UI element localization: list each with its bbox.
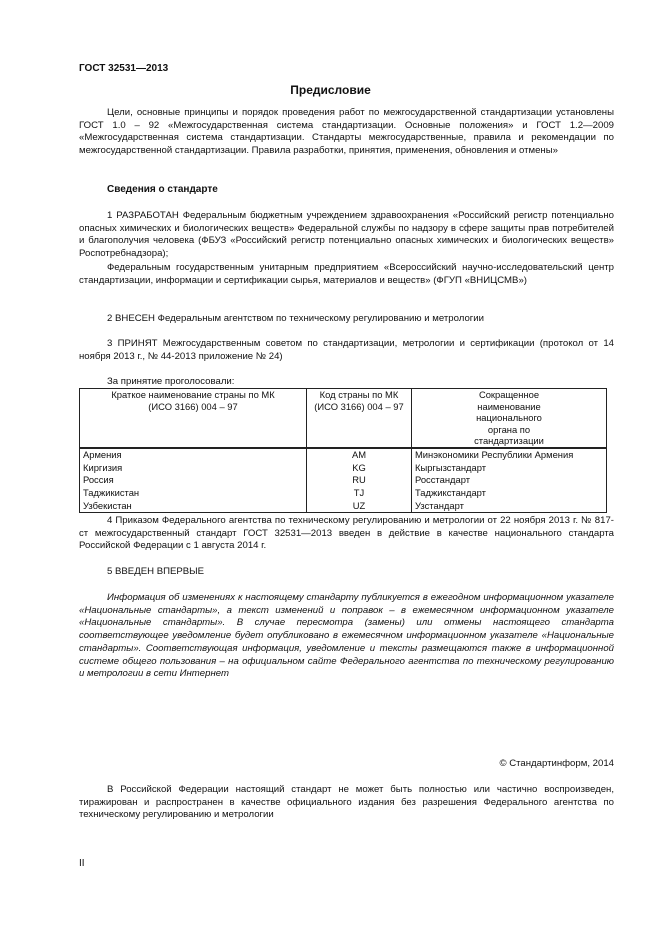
cell-code: RU: [307, 474, 412, 487]
rights-notice: В Российской Федерации настоящий стандарт не может быть полностью или частично воспроизведен, тиражирован и распространен в качестве официального издания без разрешения Федерального агентства по техническому регулированию и метрологии: [79, 784, 614, 821]
cell-code: KG: [307, 461, 412, 474]
vote-table-header-body: Сокращенное наименование национального органа по стандартизации: [412, 389, 607, 448]
page-title: Предисловие: [290, 83, 371, 97]
standard-code-header: ГОСТ 32531—2013: [79, 63, 169, 74]
vote-table: [79, 388, 607, 513]
cell-body: Кыргызстандарт: [412, 461, 607, 474]
cell-code: TJ: [307, 487, 412, 500]
info-notice: Информация об изменениях к настоящему стандарту публикуется в ежегодном информационном указателе «Национальные стандарты», а текст изменений и поправок – в ежемесячном информационном указателе «Национальные стандарты». В случае пересмотра (замены) или отмены настоящего стандарта соответствующее уведомление будет опубликовано в ежемесячном информационном указателе «Национальные стандарты». Соответствующая информация, уведомление и тексты размещаются также в информационной системе общего пользования – на официальном сайте Федерального агентства по техническому регулированию и метрологии в сети Интернет: [79, 592, 614, 680]
table-row: [80, 474, 607, 487]
copyright-line: © Стандартинформ, 2014: [499, 758, 614, 769]
item-introduced: 2 ВНЕСЕН Федеральным агентством по техническому регулированию и метрологии: [107, 313, 485, 324]
table-row: [80, 448, 607, 462]
cell-body: Таджикстандарт: [412, 487, 607, 500]
page-number: II: [79, 858, 85, 869]
item-order: 4 Приказом Федерального агентства по техническому регулированию и метрологии от 22 ноября 2013 г. № 817-ст межгосударственный стандарт ГОСТ 32531—2013 введен в действие в качестве национального стандарта Российской Федерации с 1 августа 2014 г.: [79, 515, 614, 552]
cell-country: Киргизия: [80, 461, 307, 474]
item-developed: 1 РАЗРАБОТАН Федеральным бюджетным учреждением здравоохранения «Российский регистр потенциально опасных химических и биологических веществ» Федеральной службы по надзору в сфере защиты прав потребителей и благополучия человека (ФБУЗ «Российский регистр потенциально опасных химических и биологических веществ» Роспотребнадзора);: [79, 210, 614, 260]
cell-body: Узстандарт: [412, 499, 607, 512]
vote-table-header-country: Краткое наименование страны по МК (ИСО 3166) 004 – 97: [80, 389, 307, 448]
cell-country: Россия: [80, 474, 307, 487]
cell-country: Армения: [80, 448, 307, 462]
section-subheading: Сведения о стандарте: [107, 184, 218, 195]
vote-table-header-code: Код страны по МК (ИСО 3166) 004 – 97: [307, 389, 412, 448]
item-adopted: 3 ПРИНЯТ Межгосударственным советом по стандартизации, метрологии и сертификации (протокол от 14 ноября 2013 г., № 44-2013 приложение № 24): [79, 338, 614, 362]
intro-paragraph: Цели, основные принципы и порядок проведения работ по межгосударственной стандартизации установлены ГОСТ 1.0 – 92 «Межгосударственная система стандартизации. Основные положения» и ГОСТ 1.2—2009 «Межгосударственная система стандартизации. Стандарты межгосударственные, правила и рекомендации по межгосударственной стандартизации. Правила разработки, принятия, применения, обновления и отмены»: [79, 107, 614, 157]
item-developed-2: Федеральным государственным унитарным предприятием «Всероссийский научно-исследовательский центр стандартизации, информации и сертификации сырья, материалов и веществ» (ФГУП «ВНИЦСМВ»): [79, 262, 614, 286]
vote-table-header-row: [80, 389, 607, 448]
cell-country: Узбекистан: [80, 499, 307, 512]
table-row: [80, 499, 607, 512]
cell-body: Минэкономики Республики Армения: [412, 448, 607, 462]
table-row: [80, 461, 607, 474]
cell-country: Таджикистан: [80, 487, 307, 500]
vote-table-caption: За принятие проголосовали:: [107, 376, 235, 387]
cell-code: UZ: [307, 499, 412, 512]
item-first: 5 ВВЕДЕН ВПЕРВЫЕ: [107, 566, 205, 577]
cell-code: AM: [307, 448, 412, 462]
table-row: [80, 487, 607, 500]
cell-body: Росстандарт: [412, 474, 607, 487]
